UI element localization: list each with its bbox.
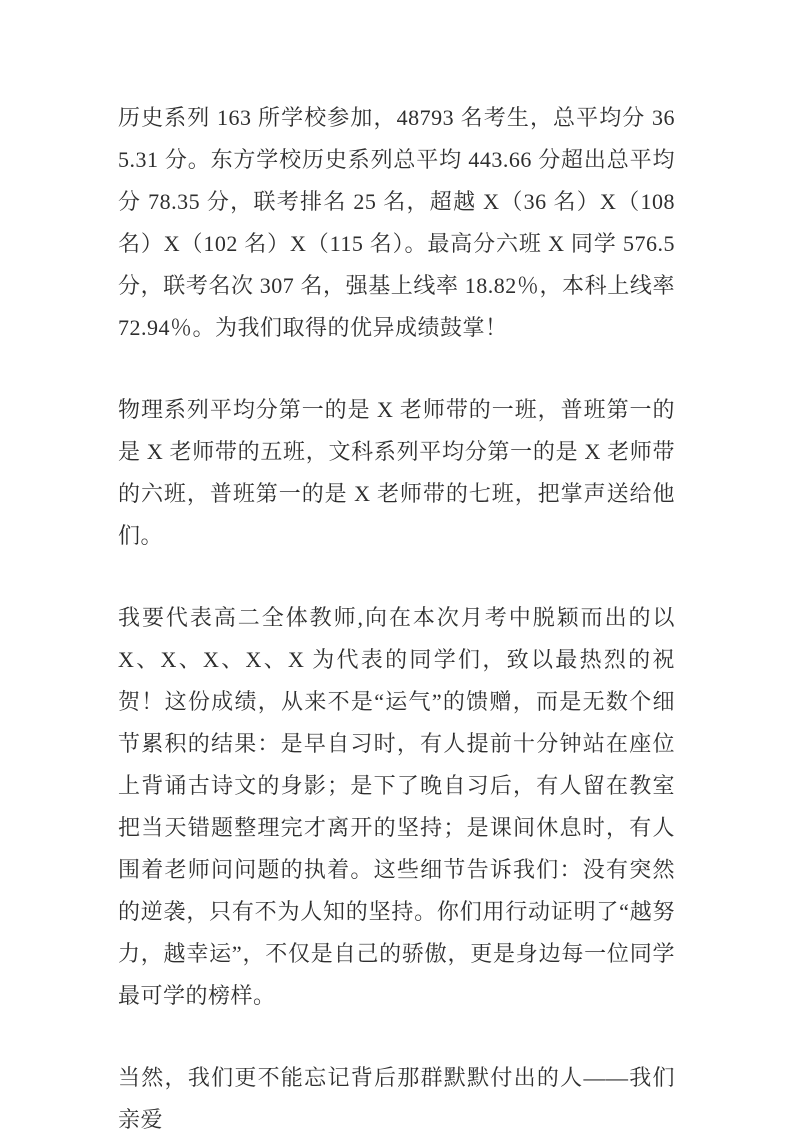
- paragraph-exam-results: 历史系列 163 所学校参加，48793 名考生，总平均分 365.31 分。东方学校历史系列总平均 443.66 分超出总平均分 78.35 分，联考排名 25 名，超越 X（36 名）X（108 名）X（102 名）X（115 名）。最高分六班 X 同学 576.5 分，联考名次 307 名，强基上线率 18.82％，本科上线率 72.94％。为我们取得的优异成绩鼓掌！: [118, 105, 675, 340]
- paragraph-gratitude-intro: 当然，我们更不能忘记背后那群默默付出的人——我们亲爱: [118, 1065, 675, 1132]
- paragraph-congratulations: 我要代表高二全体教师,向在本次月考中脱颖而出的以 X、X、X、X、X 为代表的同学们，致以最热烈的祝贺！这份成绩，从来不是“运气”的馈赠，而是无数个细节累积的结果：是早自习时，有人提前十分钟站在座位上背诵古诗文的身影；是下了晚自习后，有人留在教室把当天错题整理完才离开的坚持；是课间休息时，有人围着老师问问题的执着。这些细节告诉我们：没有突然的逆袭，只有不为人知的坚持。你们用行动证明了“越努力，越幸运”，不仅是自己的骄傲，更是身边每一位同学最可学的榜样。: [118, 605, 675, 1008]
- paragraph-class-rankings: 物理系列平均分第一的是 X 老师带的一班，普班第一的是 X 老师带的五班，文科系列平均分第一的是 X 老师带的六班，普班第一的是 X 老师带的七班，把掌声送给他们。: [118, 397, 675, 548]
- document-body: [118, 97, 675, 1141]
